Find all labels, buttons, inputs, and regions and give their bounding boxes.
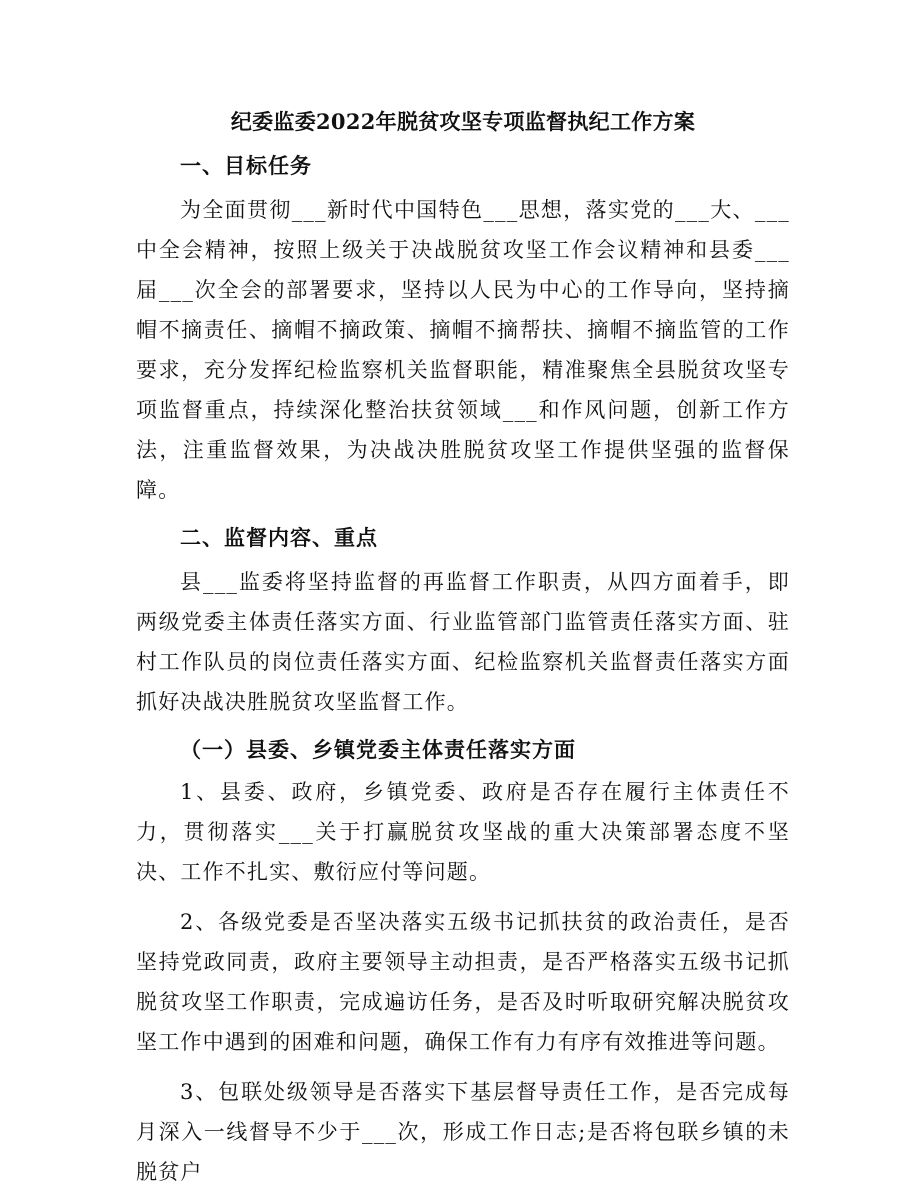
- section-paragraph-goals: 为全面贯彻___新时代中国特色___思想，落实党的___大、___中全会精神，按照上级关于决战脱贫攻坚工作会议精神和县委___届___次全会的部署要求，坚持以人民为中心的工作导向，坚持摘帽不摘责任、摘帽不摘政策、摘帽不摘帮扶、摘帽不摘监管的工作要求，充分发挥纪检监察机关监督职能，精准聚焦全县脱贫攻坚专项监督重点，持续深化整治扶贫领域___和作风问题，创新工作方法，注重监督效果，为决战决胜脱贫攻坚工作提供坚强的监督保障。: [136, 198, 790, 502]
- subsection-heading-party-responsibility: （一）县委、乡镇党委主体责任落实方面: [180, 737, 576, 762]
- list-item: 3、包联处级领导是否落实下基层督导责任工作，是否完成每月深入一线督导不少于___次，形成工作日志;是否将包联乡镇的未脱贫户: [136, 1080, 790, 1184]
- document-title: 纪委监委2022年脱贫攻坚专项监督执纪工作方案: [230, 109, 696, 134]
- section-paragraph-supervision: 县___监委将坚持监督的再监督工作职责，从四方面着手，即两级党委主体责任落实方面、行业监管部门监管责任落实方面、驻村工作队员的岗位责任落实方面、纪检监察机关监督责任落实方面抓好决战决胜脱贫攻坚监督工作。: [136, 570, 790, 714]
- list-item: 2、各级党委是否坚决落实五级书记抓扶贫的政治责任，是否坚持党政同责，政府主要领导主动担责，是否严格落实五级书记抓脱贫攻坚工作职责，完成遍访任务，是否及时听取研究解决脱贫攻坚工作中遇到的困难和问题，确保工作有力有序有效推进等问题。: [136, 910, 790, 1054]
- list-item: 1、县委、政府，乡镇党委、政府是否存在履行主体责任不力，贯彻落实___关于打赢脱贫攻坚战的重大决策部署态度不坚决、工作不扎实、敷衍应付等问题。: [136, 780, 790, 884]
- section-heading-goals: 一、目标任务: [180, 153, 312, 178]
- section-heading-supervision: 二、监督内容、重点: [180, 525, 378, 550]
